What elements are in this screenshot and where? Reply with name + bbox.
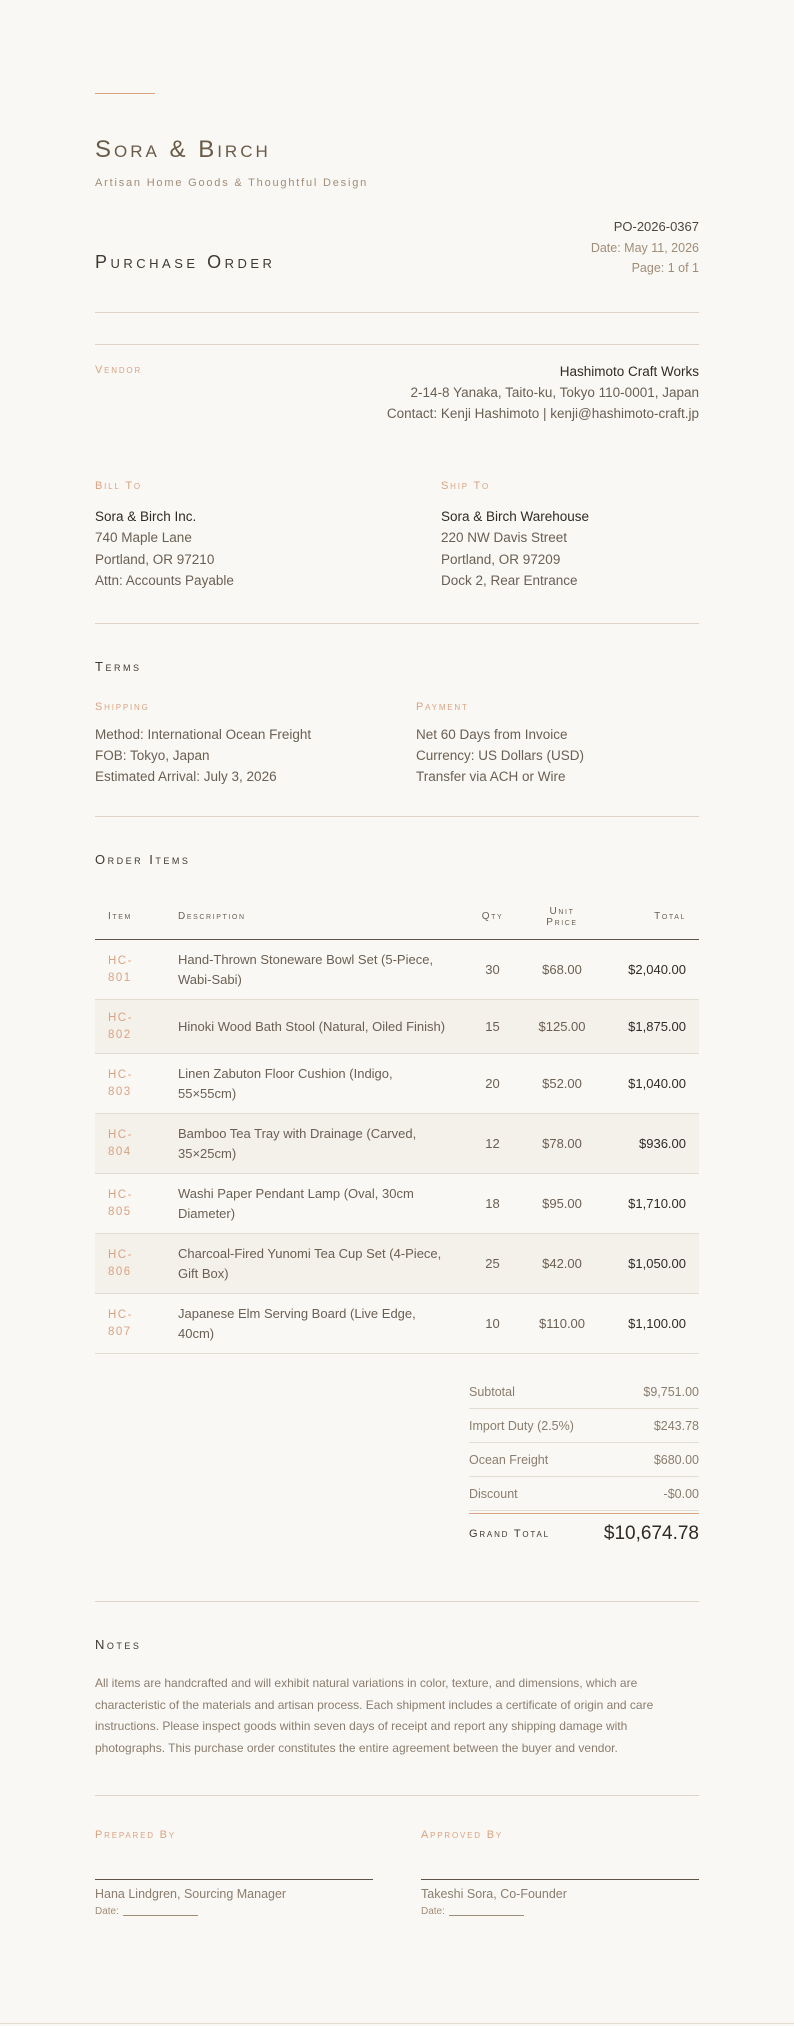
item-total: $1,050.00 [604, 1234, 699, 1294]
po-number: PO-2026-0367 [613, 219, 699, 234]
item-qty: 18 [465, 1174, 520, 1234]
subtotal-row [469, 1375, 699, 1409]
discount-value: -$0.00 [663, 1486, 699, 1501]
duty-row [469, 1409, 699, 1443]
divider [95, 816, 699, 817]
item-total: $936.00 [604, 1114, 699, 1174]
freight-value: $680.00 [653, 1452, 699, 1467]
vendor-name: Hashimoto Craft Works [559, 364, 699, 379]
item-total: $1,875.00 [604, 1000, 699, 1054]
bill-to-line: Attn: Accounts Payable [95, 573, 234, 588]
item-qty: 20 [465, 1054, 520, 1114]
freight-row [469, 1443, 699, 1477]
item-sku [95, 1114, 178, 1174]
item-qty: 10 [465, 1294, 520, 1354]
item-sku-part: HC- [108, 954, 133, 967]
totals-block [469, 1375, 699, 1554]
bill-to-block [95, 476, 234, 592]
item-unit-price: $52.00 [520, 1054, 604, 1114]
header-unit-price [520, 894, 604, 940]
item-sku-part: HC- [108, 1068, 133, 1081]
payment-line: Currency: US Dollars (USD) [416, 748, 585, 763]
divider [95, 1601, 699, 1602]
item-description: Charcoal-Fired Yunomi Tea Cup Set (4-Piece, Gift Box) [178, 1234, 465, 1294]
item-total: $1,710.00 [604, 1174, 699, 1234]
bill-to-name: Sora & Birch Inc. [95, 508, 197, 524]
page-bottom-rule [0, 2023, 794, 2024]
item-sku-part: HC- [108, 1011, 133, 1024]
table-row [95, 1174, 699, 1234]
vendor-label: Vendor [95, 364, 143, 376]
item-sku [95, 1294, 178, 1354]
document-title: Purchase Order [95, 252, 276, 272]
header-unit-price-line: Unit [549, 905, 575, 917]
freight-label: Ocean Freight [469, 1452, 549, 1467]
notes-title: Notes [95, 1637, 142, 1652]
signature-line [95, 1879, 373, 1880]
date-blank [449, 1915, 524, 1916]
item-description: Washi Paper Pendant Lamp (Oval, 30cm Diameter) [178, 1174, 465, 1234]
bill-to-label: Bill To [95, 480, 142, 492]
discount-label: Discount [469, 1486, 518, 1501]
item-sku-part: HC- [108, 1308, 133, 1321]
duty-value: $243.78 [653, 1418, 699, 1433]
item-description: Hinoki Wood Bath Stool (Natural, Oiled Finish) [178, 1000, 465, 1054]
order-items-table [95, 894, 699, 1354]
shipping-terms [95, 697, 311, 787]
item-sku-part: 805 [108, 1205, 132, 1218]
prepared-by-date [95, 1906, 373, 1917]
table-row [95, 1234, 699, 1294]
header-item: Item [95, 894, 178, 940]
header-description: Description [178, 894, 465, 940]
item-sku-part: 801 [108, 971, 132, 984]
prepared-by-signature [95, 1829, 373, 1917]
item-sku-part: 802 [108, 1028, 132, 1041]
ship-to-line: Dock 2, Rear Entrance [441, 573, 578, 588]
item-sku [95, 1234, 178, 1294]
subtotal-value: $9,751.00 [643, 1384, 699, 1399]
item-total: $1,040.00 [604, 1054, 699, 1114]
payment-terms [416, 697, 584, 787]
item-sku-part: HC- [108, 1128, 133, 1141]
item-description: Japanese Elm Serving Board (Live Edge, 40cm) [178, 1294, 465, 1354]
item-unit-price: $125.00 [520, 1000, 604, 1054]
bill-to-line: 740 Maple Lane [95, 530, 192, 545]
item-total: $1,100.00 [604, 1294, 699, 1354]
ship-to-block [441, 476, 589, 592]
table-header-row [95, 894, 699, 940]
ship-to-line: Portland, OR 97209 [441, 551, 561, 567]
divider [95, 1795, 699, 1796]
item-unit-price: $42.00 [520, 1234, 604, 1294]
header-unit-price-line: Price [546, 916, 578, 928]
item-sku-part: 804 [108, 1145, 132, 1158]
payment-line: Transfer via ACH or Wire [416, 769, 566, 784]
subtotal-label: Subtotal [469, 1384, 515, 1399]
brand-tagline: Artisan Home Goods & Thoughtful Design [95, 177, 369, 189]
divider [95, 344, 699, 345]
po-date: Date: May 11, 2026 [590, 240, 699, 255]
grand-total-value: $10,674.78 [603, 1523, 699, 1544]
shipping-line: Method: International Ocean Freight [95, 727, 312, 742]
ship-to-name: Sora & Birch Warehouse [441, 508, 590, 524]
item-unit-price: $78.00 [520, 1114, 604, 1174]
item-description: Bamboo Tea Tray with Drainage (Carved, 35×25cm) [178, 1114, 465, 1174]
date-label: Date: [95, 1906, 119, 1917]
po-page: Page: 1 of 1 [631, 261, 699, 275]
item-unit-price: $95.00 [520, 1174, 604, 1234]
item-sku [95, 1000, 178, 1054]
item-unit-price: $68.00 [520, 940, 604, 1000]
item-sku-part: 803 [108, 1085, 132, 1098]
item-qty: 30 [465, 940, 520, 1000]
shipping-line: FOB: Tokyo, Japan [95, 748, 210, 763]
date-label: Date: [421, 1906, 445, 1917]
table-row [95, 1294, 699, 1354]
accent-rule [95, 93, 155, 94]
ship-to-line: 220 NW Davis Street [441, 530, 568, 545]
approved-by-date [421, 1906, 699, 1917]
item-sku-part: HC- [108, 1188, 133, 1201]
item-sku-part: 807 [108, 1325, 132, 1338]
divider [95, 623, 699, 624]
item-description: Linen Zabuton Floor Cushion (Indigo, 55×55cm) [178, 1054, 465, 1114]
grand-total-row [469, 1513, 699, 1554]
date-blank [123, 1915, 198, 1916]
item-unit-price: $110.00 [520, 1294, 604, 1354]
approved-by-name: Takeshi Sora, Co-Founder [421, 1887, 567, 1901]
item-qty: 25 [465, 1234, 520, 1294]
signature-line [421, 1879, 699, 1880]
vendor-contact: Contact: Kenji Hashimoto | kenji@hashimoto-craft.jp [386, 406, 699, 421]
item-qty: 12 [465, 1114, 520, 1174]
bill-to-line: Portland, OR 97210 [95, 551, 215, 567]
table-row [95, 1000, 699, 1054]
payment-line: Net 60 Days from Invoice [416, 727, 568, 742]
shipping-label: Shipping [95, 701, 150, 713]
approved-by-label: Approved By [421, 1829, 503, 1841]
item-sku-part: HC- [108, 1248, 133, 1261]
item-qty: 15 [465, 1000, 520, 1054]
discount-row [469, 1477, 699, 1511]
shipping-line: Estimated Arrival: July 3, 2026 [95, 769, 277, 784]
terms-title: Terms [95, 659, 142, 674]
header-qty: Qty [465, 894, 520, 940]
table-row [95, 1054, 699, 1114]
prepared-by-label: Prepared By [95, 1829, 176, 1841]
duty-label: Import Duty (2.5%) [469, 1418, 574, 1433]
brand-name: Sora & Birch [95, 136, 271, 163]
item-sku-part: 806 [108, 1265, 132, 1278]
divider [95, 312, 699, 313]
po-meta [591, 217, 699, 279]
order-items-title: Order Items [95, 852, 191, 867]
header-total: Total [604, 894, 699, 940]
payment-label: Payment [416, 701, 469, 713]
table-row [95, 1114, 699, 1174]
vendor-address: 2-14-8 Yanaka, Taito-ku, Tokyo 110-0001, Japan [410, 385, 699, 400]
ship-to-label: Ship To [441, 480, 491, 492]
item-total: $2,040.00 [604, 940, 699, 1000]
vendor-block [387, 361, 699, 424]
prepared-by-name: Hana Lindgren, Sourcing Manager [95, 1887, 287, 1901]
item-sku [95, 940, 178, 1000]
grand-total-label: Grand Total [469, 1528, 550, 1540]
item-sku [95, 1174, 178, 1234]
item-sku [95, 1054, 178, 1114]
table-row [95, 940, 699, 1000]
notes-text: All items are handcrafted and will exhibit natural variations in color, texture, and dimensions, which are characteristic of the materials and artisan process. Each shipment includes a certificate of origin and care instructions. Please inspect goods within seven days of receipt and report any shipping damage with photographs. This purchase order constitutes the entire agreement between the buyer and vendor. [95, 1676, 654, 1755]
approved-by-signature [421, 1829, 699, 1917]
item-description: Hand-Thrown Stoneware Bowl Set (5-Piece, Wabi-Sabi) [178, 940, 465, 1000]
